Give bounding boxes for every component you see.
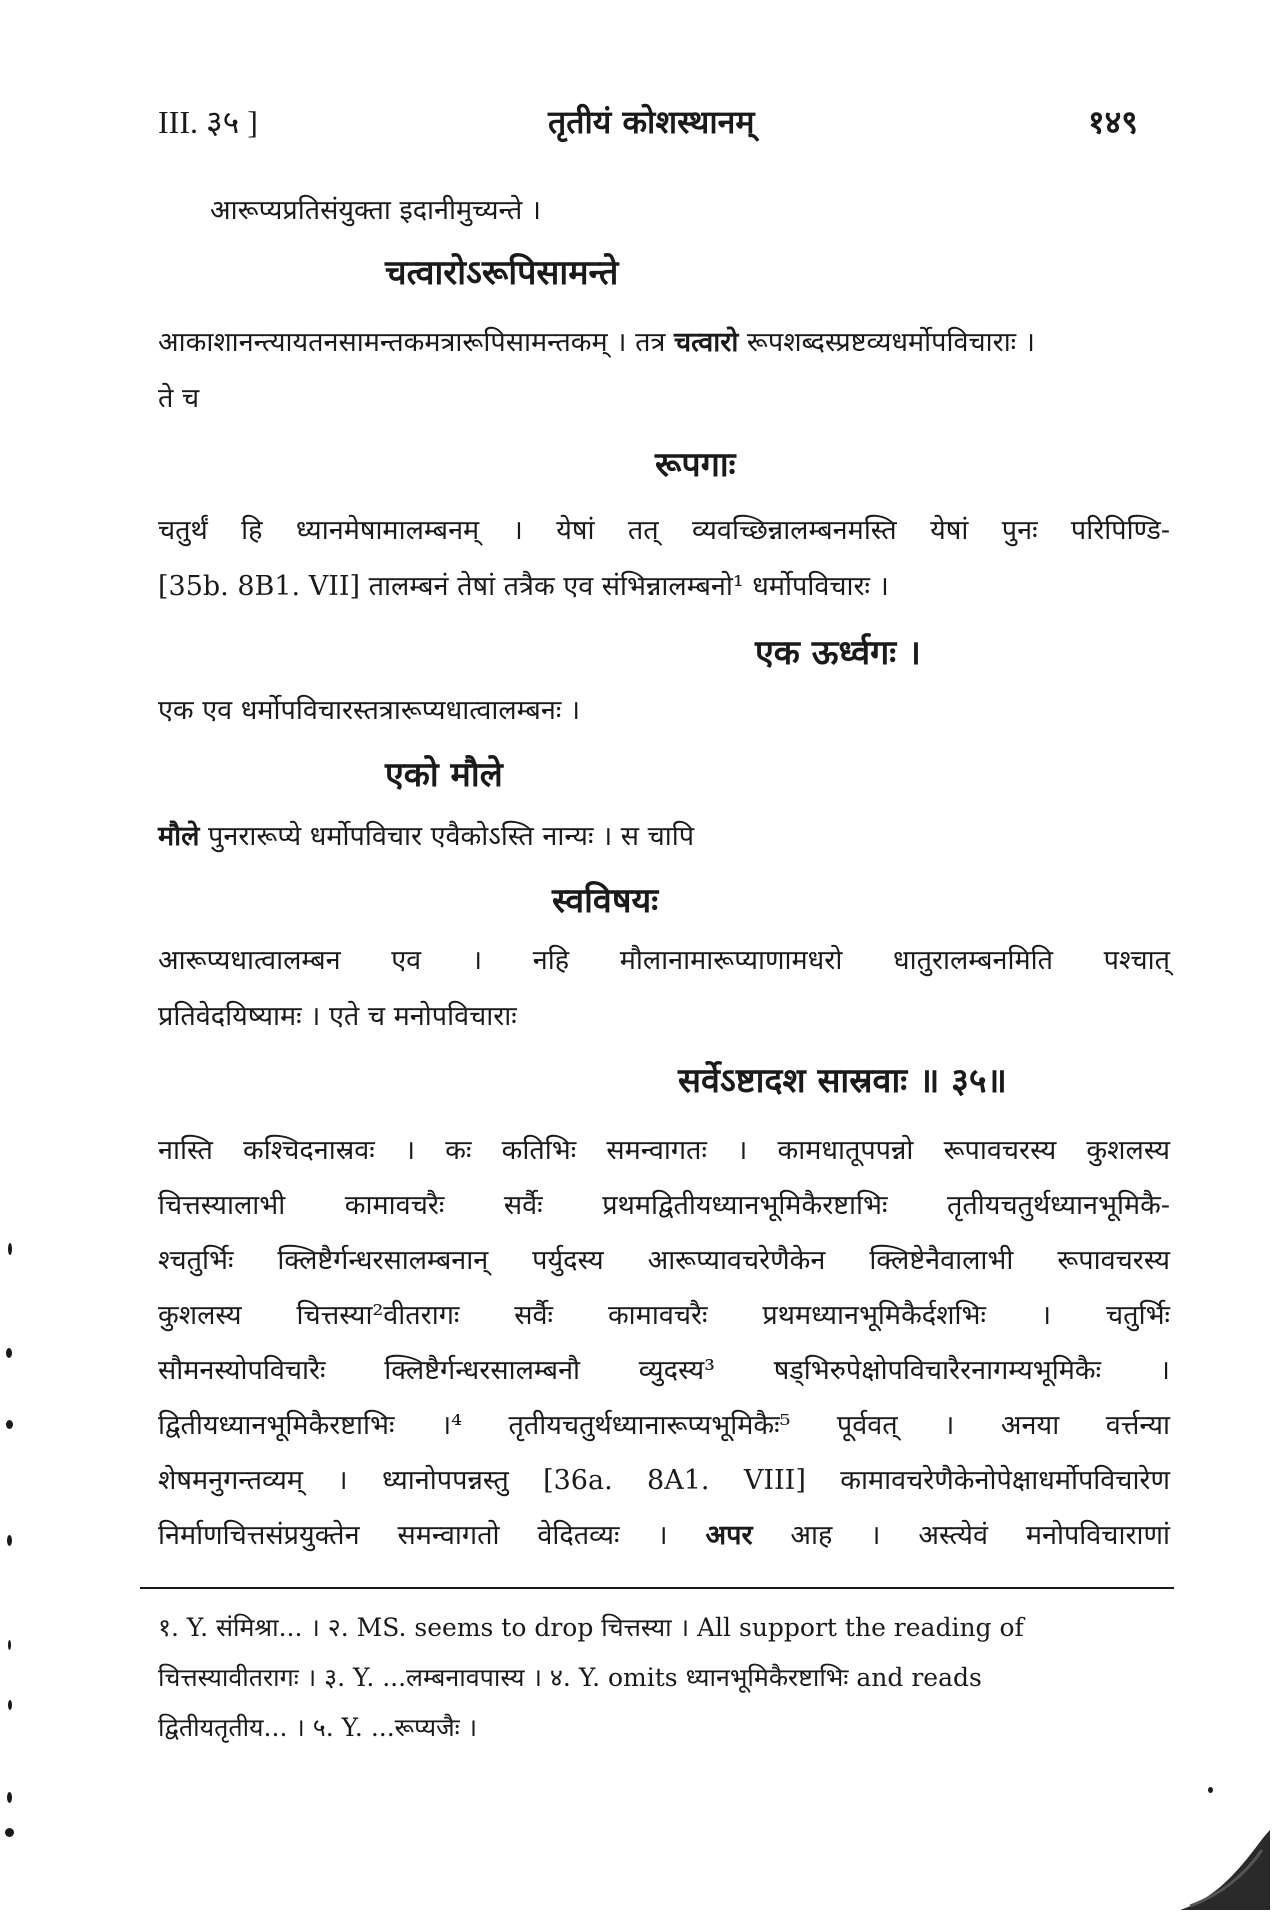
commentary-line: [35b. 8B1. VII] तालम्बनं तेषां तत्रैक एव संभिन्नालम्बनो¹ धर्मोपविचारः । [158,571,889,602]
page-edge-shadow [1160,1820,1270,1910]
commentary-line: सौमनस्योपविचारैः क्लिष्टैर्गन्धरसालम्बनौ व्युदस्य³ षड्भिरुपेक्षोपविचारैरनागम्यभूमिकैः । [158,1355,1170,1386]
commentary-line: चतुर्थं हि ध्यानमेषामालम्बनम् । येषां तत् व्यवच्छिन्नालम्बनमस्ति येषां पुनः परिपिण्डि- [158,515,1170,546]
verse-heading: चत्वारोऽरूपिसामन्ते [385,253,619,293]
commentary-text: निर्माणचित्तसंप्रयुक्तेन समन्वागतो वेदितव्यः । [158,1520,706,1551]
scan-speck [8,1700,12,1710]
commentary-text: पुनरारूप्ये धर्मोपविचार एवैकोऽस्ति नान्यः । स चापि [199,821,695,852]
scan-speck [5,1828,14,1837]
commentary-line: चित्तस्यालाभी कामावचरैः सर्वैः प्रथमद्वितीयध्यानभूमिकैरष्टाभिः तृतीयचतुर्थध्यानभूमिकै- [158,1190,1170,1221]
commentary-line: द्वितीयध्यानभूमिकैरष्टाभिः ।⁴ तृतीयचतुर्थध्यानारूप्यभूमिकैः⁵ पूर्ववत् । अनया वर्त्तन्या [158,1410,1170,1441]
verse-heading: स्वविषयः [552,881,659,921]
verse-word: चत्वारो [673,327,739,358]
commentary-text: आह । अस्त्येवं मनोपविचाराणां [752,1520,1170,1551]
commentary-line [158,1515,1170,1552]
footnote-rule [140,1587,1174,1589]
scan-speck [7,1792,12,1803]
commentary-line: एक एव धर्मोपविचारस्तत्रारूप्यधात्वालम्बनः । [158,695,581,726]
scan-speck [8,1243,12,1255]
page-number: १४९ [1088,103,1138,141]
verse-word: मौले [158,821,200,852]
commentary-line [158,322,1035,359]
footnote-line: द्वितीयतृतीय... । ५. Y. ...रूप्यजैः । [158,1713,478,1742]
scan-speck [1208,1787,1213,1793]
commentary-line: आरूप्यधात्वालम्बन एव । नहि मौलानामारूप्याणामधरो धातुरालम्बनमिति पश्चात् [158,945,1170,976]
scan-speck [6,1348,12,1358]
commentary-line: शेषमनुगन्तव्यम् । ध्यानोपपन्नस्तु [36a. 8A1. VIII] कामावचरेणैकेनोपेक्षाधर्मोपविचारेण [158,1465,1170,1496]
commentary-line: आरूप्यप्रतिसंयुक्ता इदानीमुच्यन्ते । [210,195,542,226]
footnote-line: १. Y. संमिश्रा... । २. MS. seems to drop चित्तस्या । All support the reading of [158,1613,1024,1642]
footnote-line: चित्तस्यावीतरागः । ३. Y. ...लम्बनावपास्य । ४. Y. omits ध्यानभूमिकैरष्टाभिः and reads [158,1663,982,1692]
verse-word: अपर [705,1520,753,1551]
verse-heading: रूपगाः [655,445,736,485]
commentary-text: रूपशब्दस्प्रष्टव्यधर्मोपविचाराः । [738,327,1035,358]
chapter-verse-ref: III. ३५ ] [158,104,258,140]
commentary-text: आकाशानन्त्यायतनसामन्तकमत्रारूपिसामन्तकम् । तत्र [158,327,674,358]
verse-heading: सर्वेऽष्टादश सास्रवाः ॥ ३५॥ [678,1061,1007,1101]
commentary-line: श्चतुर्भिः क्लिष्टैर्गन्धरसालम्बनान् पर्युदस्य आरूप्यावचरेणैकेन क्लिष्टेनैवालाभी रूपावचरस्य [158,1245,1170,1276]
scan-speck [8,1640,11,1650]
scan-speck [7,1535,12,1546]
scan-speck [6,1420,13,1429]
running-title: तृतीयं कोशस्थानम् [548,103,755,141]
verse-heading: एक ऊर्ध्वगः । [755,633,921,673]
commentary-line: नास्ति कश्चिदनास्रवः । कः कतिभिः समन्वागतः । कामधातूपपन्नो रूपावचरस्य कुशलस्य [158,1135,1170,1166]
commentary-line: कुशलस्य चित्तस्या²वीतरागः सर्वैः कामावचरैः प्रथमध्यानभूमिकैर्दशभिः । चतुर्भिः [158,1300,1170,1331]
verse-heading: एको मौले [385,755,503,795]
commentary-line: प्रतिवेदयिष्यामः । एते च मनोपविचाराः [158,1001,517,1032]
commentary-line [158,816,694,853]
commentary-line: ते च [158,383,200,414]
